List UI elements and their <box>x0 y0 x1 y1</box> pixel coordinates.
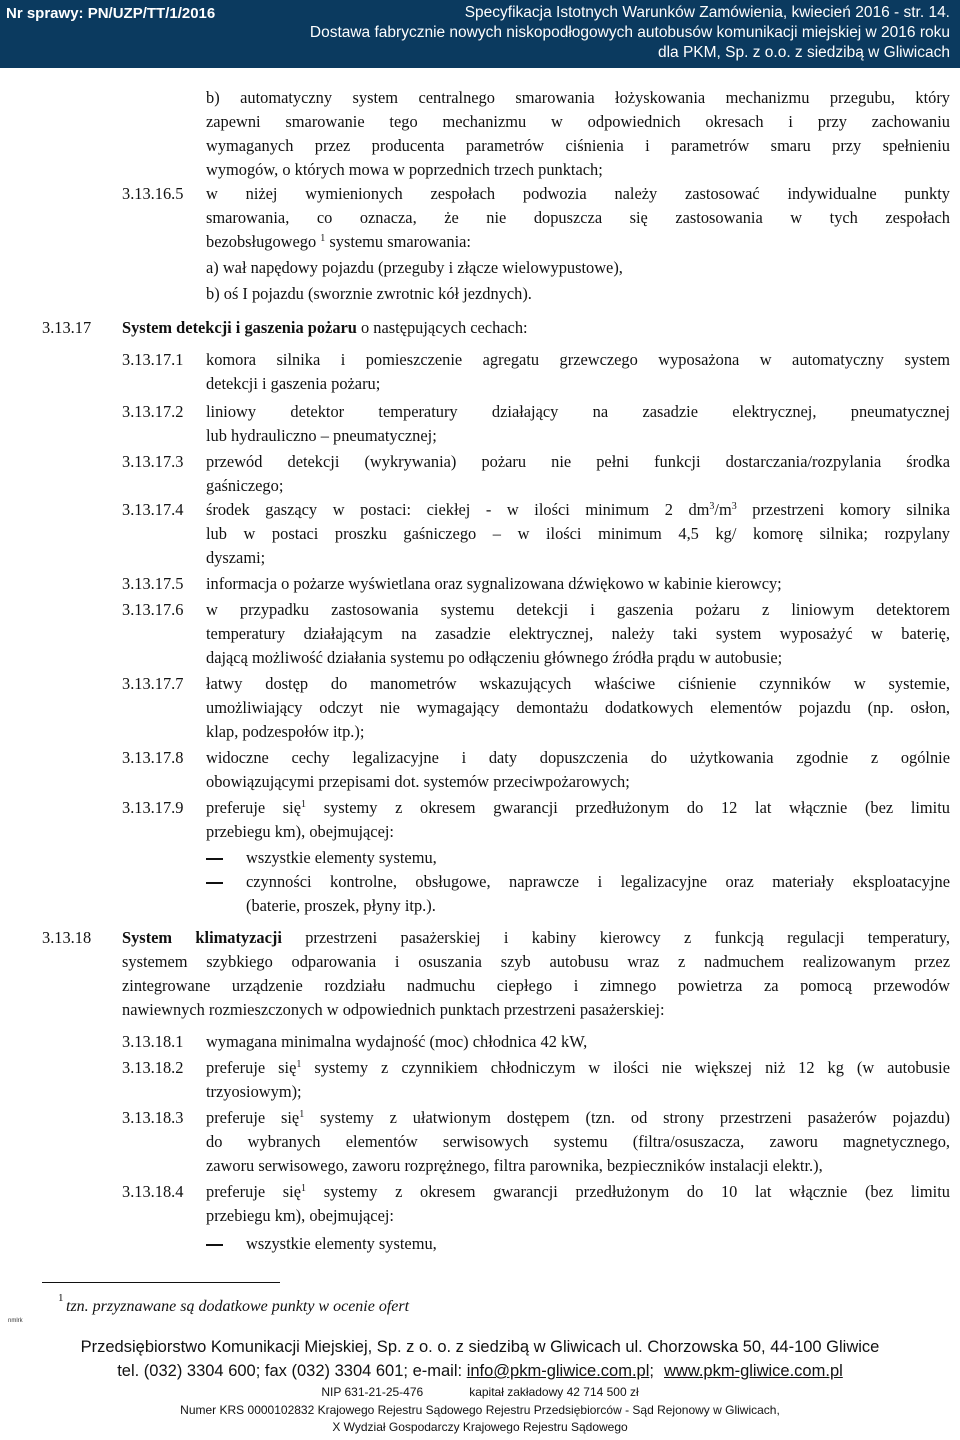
section-16-5-line-1: w niżej wymienionych zespołach podwozia należy zastosować indywidualne punkty <box>206 184 950 203</box>
header-title-block <box>310 3 950 63</box>
text-fragment: systemy z okresem gwarancji przedłużonym do 10 lat włącznie (bez limitu <box>323 1182 950 1201</box>
text-fragment: preferuje się <box>206 1182 302 1201</box>
footnote-text: tzn. przyznawane są dodatkowe punkty w ocenie ofert <box>66 1298 410 1315</box>
section-number: 3.13.17.3 <box>122 452 184 471</box>
section-18-2-line-1 <box>206 1058 950 1078</box>
item-b-line-4: wymogów, o których mowa w poprzednich trzech punktach; <box>206 160 603 179</box>
dash-bullet <box>206 858 223 860</box>
dash-bullet <box>206 1244 223 1246</box>
section-number: 3.13.18.1 <box>122 1032 184 1051</box>
footnote-reference: 1 <box>301 799 307 810</box>
section-18-line-4: nawiewnych rozmieszczonych w odpowiednich punktach przestrzeni pasażerskiej: <box>122 1000 665 1019</box>
section-18-1-line-1: wymagana minimalna wydajność (moc) chłodnica 42 kW, <box>206 1032 588 1051</box>
footnote-reference: 1 <box>320 233 326 244</box>
section-number: 3.13.18 <box>42 928 92 947</box>
section-number: 3.13.17.2 <box>122 402 184 421</box>
footer-contact-line <box>0 1360 960 1382</box>
section-17-8-line-1: widoczne cechy legalizacyjne i daty dopuszczenia do użytkowania zgodnie z ogólnie <box>206 748 950 767</box>
footer-phone-fax: tel. (032) 3304 600; fax (032) 3304 601; e-mail: <box>117 1362 463 1380</box>
section-title: System detekcji i gaszenia pożaru <box>122 318 357 337</box>
section-17-7-line-3: klap, podzespołów itp.); <box>206 722 365 741</box>
section-number: 3.13.18.3 <box>122 1108 184 1127</box>
section-17-8-line-2: obowiązującymi przepisami dot. systemów przeciwpożarowych; <box>206 772 630 791</box>
superscript: 3 <box>709 501 715 512</box>
section-17-7-line-2: umożliwiający odczyt nie wymagający demontażu dodatkowych elementów pojazdu (np. osłon, <box>206 698 950 717</box>
text-fragment: preferuje się <box>206 1108 300 1127</box>
section-17-2-line-1: liniowy detektor temperatury działający na zasadzie elektrycznej, pneumatycznej <box>206 402 950 421</box>
dash-item-1: wszystkie elementy systemu, <box>246 1234 437 1253</box>
section-17-heading <box>122 318 528 338</box>
footnote-reference: 1 <box>296 1059 302 1070</box>
section-17-4-line-1 <box>206 500 950 520</box>
section-18-line-2: systemem szybkiego odparowania i osuszania szyb autobusu wraz z nadmuchem realizowanym przez <box>122 952 950 971</box>
text-fragment: /m <box>714 500 732 519</box>
section-17-3-line-1: przewód detekcji (wykrywania) pożaru nie pełni funkcji dostarczania/rozpylania środka <box>206 452 950 471</box>
section-number: 3.13.16.5 <box>122 184 184 203</box>
section-number: 3.13.17.4 <box>122 500 184 519</box>
footer-krs-line-2: X Wydział Gospodarczy Krajowego Rejestru Sądowego <box>332 1420 628 1434</box>
text-fragment: systemu smarowania: <box>329 232 471 251</box>
superscript: 3 <box>731 501 737 512</box>
text-fragment: przestrzeni komory silnika <box>736 500 950 519</box>
text-fragment: preferuje się <box>206 798 302 817</box>
section-18-line-3: zintegrowane urządzenie rozdziału nadmuchu ciepłego i zimnego powietrza za pomocą przewodów <box>122 976 950 995</box>
section-18-3-line-1 <box>206 1108 950 1128</box>
small-label: nmlrk <box>8 1318 23 1324</box>
section-17-4-line-2: lub w postaci proszku gaśniczego – w ilości minimum 4,5 kg/ komorę silnika; rozpylany <box>206 524 950 543</box>
section-17-6-line-1: w przypadku zastosowania systemu detekcji i gaszenia pożaru z liniowym detektorem <box>206 600 950 619</box>
share-capital: kapitał zakładowy 42 714 500 zł <box>469 1385 639 1399</box>
section-number: 3.13.17.9 <box>122 798 184 817</box>
page-header <box>0 0 960 68</box>
section-16-5-line-2: smarowania, co oznacza, że nie dopuszcza się zastosowania w tych zespołach <box>206 208 950 227</box>
case-reference: Nr sprawy: PN/UZP/TT/1/2016 <box>6 5 216 22</box>
section-17-7-line-1: łatwy dostęp do manometrów wskazujących właściwe ciśnienie czynników w systemie, <box>206 674 950 693</box>
text-fragment: systemy z okresem gwarancji przedłużonym do 12 lat włącznie (bez limitu <box>323 798 950 817</box>
text-fragment: środek gaszący w postaci: ciekłej - w ilości minimum 2 dm <box>206 500 710 519</box>
list-item-a: a) wał napędowy pojazdu (przeguby i złącze wielowypustowe), <box>206 258 623 277</box>
section-17-2-line-2: lub hydrauliczno – pneumatycznej; <box>206 426 437 445</box>
header-title-line-2: Dostawa fabrycznie nowych niskopodłogowych autobusów komunikacji miejskiej w 2016 roku <box>309 24 950 41</box>
section-17-9-line-1 <box>206 798 950 818</box>
text-fragment: przestrzeni pasażerskiej i kabiny kierowcy z funkcją regulacji temperatury, <box>305 928 950 947</box>
footer-krs-line-1: Numer KRS 0000102832 Krajowego Rejestru Sądowego Rejestru Przedsiębiorców - Sąd Rejonowy w Gliwicach, <box>180 1403 780 1417</box>
text-fragment: systemy z ułatwionym dostępem (tzn. od strony przestrzeni pasażerów pojazdu) <box>320 1108 950 1127</box>
section-number: 3.13.17.8 <box>122 748 184 767</box>
header-title-line-3: dla PKM, Sp. z o.o. z siedzibą w Gliwicach <box>657 44 950 61</box>
list-item-b: b) oś I pojazdu (sworznie zwrotnic kół jezdnych). <box>206 284 532 303</box>
section-number: 3.13.17.7 <box>122 674 184 693</box>
section-17-1-line-1: komora silnika i pomieszczenie agregatu grzewczego wyposażona w automatyczny system <box>206 350 950 369</box>
section-18-line-1 <box>122 928 950 948</box>
text-fragment: preferuje się <box>206 1058 297 1077</box>
footer-company-line: Przedsiębiorstwo Komunikacji Miejskiej, Sp. z o. o. z siedzibą w Gliwicach ul. Chorzowska 50, 44-100 Gliwice <box>80 1338 880 1356</box>
item-b-line-2: zapewni smarowanie tego mechanizmu w odpowiednich okresach i przy zachowaniu <box>206 112 950 131</box>
footnote-mark: 1 <box>58 1292 64 1304</box>
text-fragment: systemy z czynnikiem chłodniczym w ilości nie większej niż 12 kg (w autobusie <box>314 1058 950 1077</box>
dash-bullet <box>206 882 223 884</box>
item-b-line-1: b) automatyczny system centralnego smarowania łożyskowania mechanizmu przegubu, który <box>206 88 950 107</box>
text-fragment: o następujących cechach: <box>361 318 528 337</box>
section-17-6-line-2: temperatury działającym na zasadzie elektrycznej, należy taki system wyposażyć w baterię, <box>206 624 950 643</box>
item-b-line-3: wymaganych przez producenta parametrów ciśnienia i parametrów smaru przy spełnieniu <box>206 136 950 155</box>
footnote-separator <box>42 1282 280 1283</box>
section-number: 3.13.18.4 <box>122 1182 184 1201</box>
footer-registration-line <box>0 1385 960 1400</box>
footnote-reference: 1 <box>301 1183 307 1194</box>
section-18-2-line-2: trzyosiowym); <box>206 1082 302 1101</box>
dash-item-2-line-1: czynności kontrolne, obsługowe, naprawcze i legalizacyjne oraz materiały eksploatacyjne <box>246 872 950 891</box>
section-17-1-line-2: detekcji i gaszenia pożaru; <box>206 374 381 393</box>
separator: ; <box>649 1362 654 1380</box>
section-number: 3.13.17.6 <box>122 600 184 619</box>
email-link[interactable]: info@pkm-gliwice.com.pl <box>466 1362 650 1380</box>
section-16-5-line-3 <box>206 232 471 252</box>
dash-item-1: wszystkie elementy systemu, <box>246 848 437 867</box>
section-18-4-line-1 <box>206 1182 950 1202</box>
section-number: 3.13.17 <box>42 318 92 337</box>
section-17-3-line-2: gaśniczego; <box>206 476 284 495</box>
nip-number: NIP 631-21-25-476 <box>321 1385 424 1399</box>
section-number: 3.13.17.5 <box>122 574 184 593</box>
text-fragment: bezobsługowego <box>206 232 317 251</box>
section-number: 3.13.18.2 <box>122 1058 184 1077</box>
section-17-6-line-3: dającą możliwość działania systemu po odłączeniu głównego źródła prądu w autobusie; <box>206 648 783 667</box>
section-title: System klimatyzacji <box>122 928 282 947</box>
footnote-reference: 1 <box>299 1109 305 1120</box>
section-18-3-line-2: do wybranych elementów serwisowych systemu (filtra/osuszacza, zaworu magnetycznego, <box>206 1132 950 1151</box>
dash-item-2-line-2: (baterie, proszek, płyny itp.). <box>246 896 436 915</box>
header-title-line-1: Specyfikacja Istotnych Warunków Zamówienia, kwiecień 2016 - str. 14. <box>464 4 950 21</box>
section-17-9-line-2: przebiegu km), obejmującej: <box>206 822 394 841</box>
section-17-5-line-1: informacja o pożarze wyświetlana oraz sygnalizowana dźwiękowo w kabinie kierowcy; <box>206 574 782 593</box>
section-18-4-line-2: przebiegu km), obejmującej: <box>206 1206 394 1225</box>
section-17-4-line-3: dyszami; <box>206 548 266 567</box>
section-18-3-line-3: zaworu serwisowego, zaworu rozprężnego, filtra parownika, bezpieczników instalacji elektr.), <box>206 1156 823 1175</box>
website-link[interactable]: www.pkm-gliwice.com.pl <box>664 1362 843 1380</box>
section-number: 3.13.17.1 <box>122 350 184 369</box>
